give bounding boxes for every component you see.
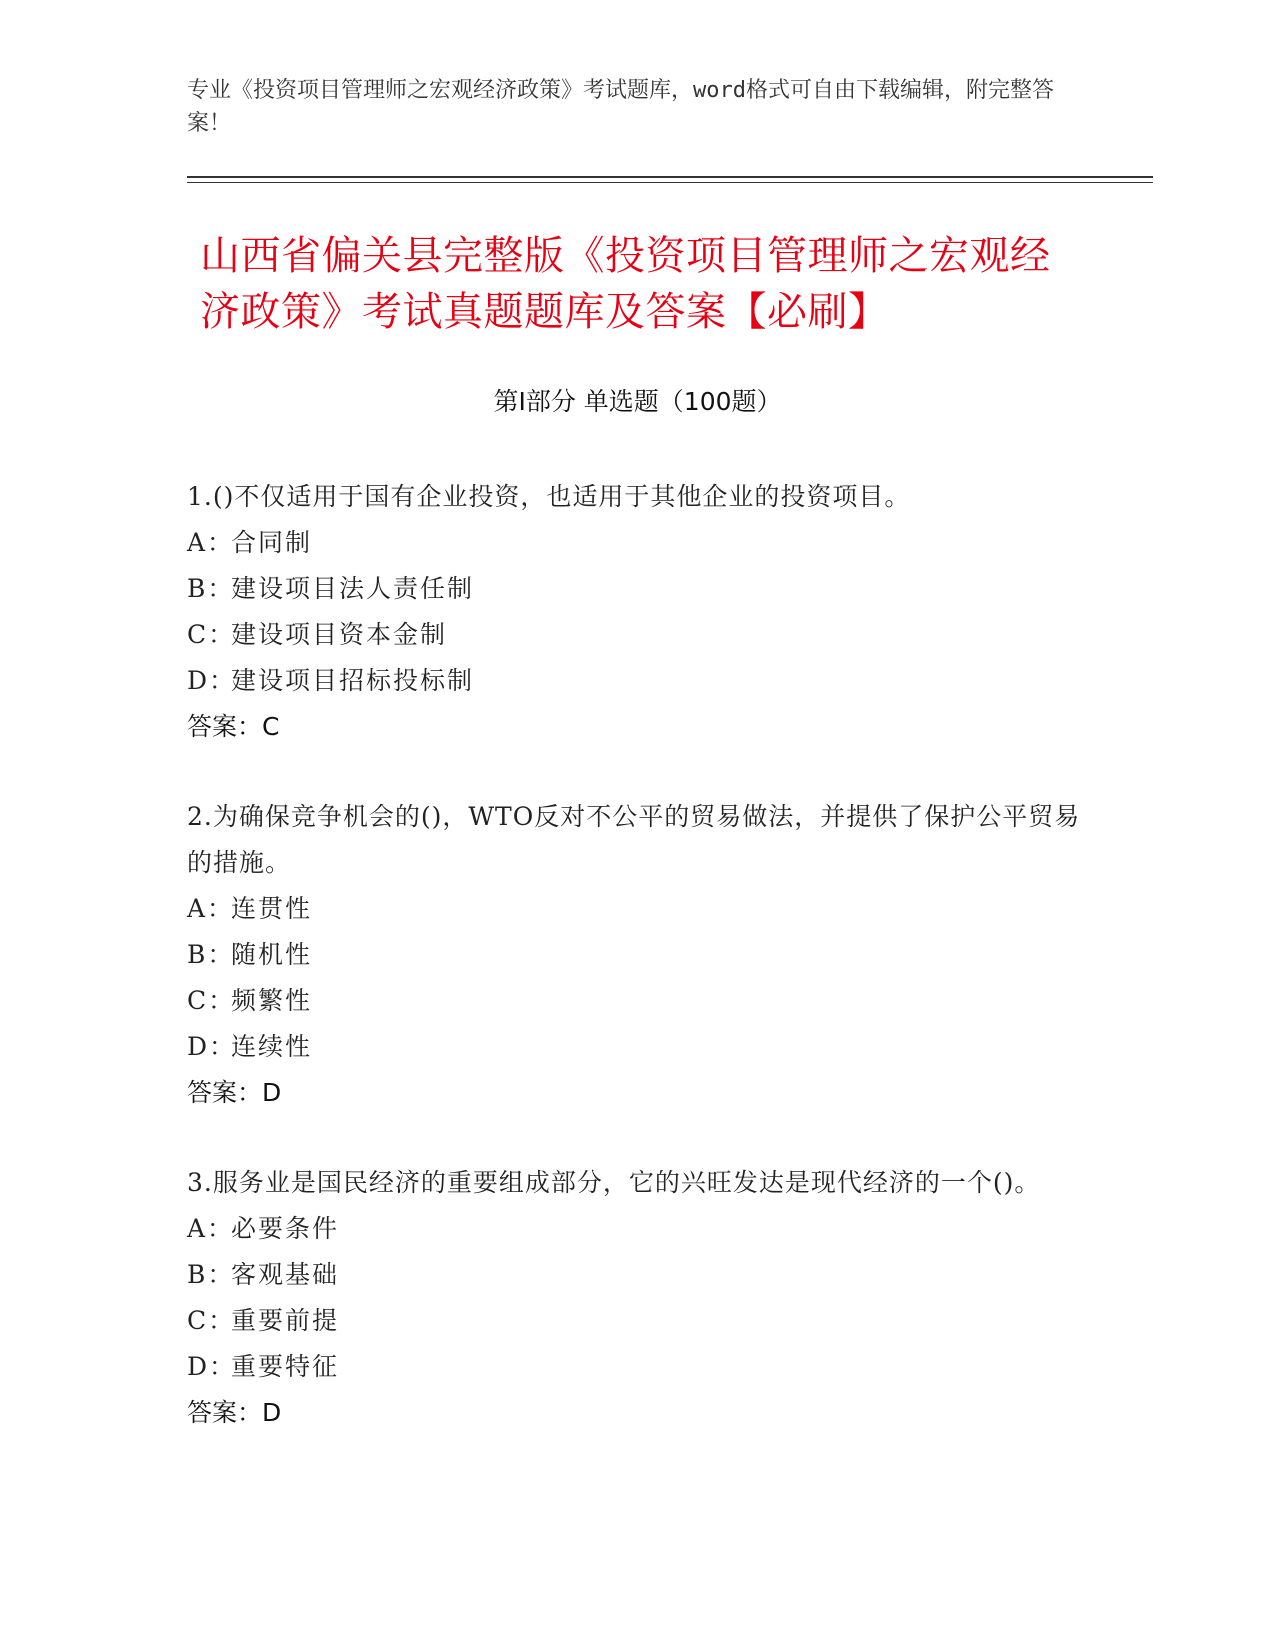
option-d <box>187 1024 1087 1070</box>
option-text: 合同制 <box>231 528 313 557</box>
option-c <box>187 1298 1087 1344</box>
option-text: 必要条件 <box>231 1214 340 1243</box>
question-3 <box>187 1160 1087 1436</box>
document-title: 山西省偏关县完整版《投资项目管理师之宏观经济政策》考试真题题库及答案【必刷】 <box>200 233 1051 335</box>
option-text: 建设项目资本金制 <box>231 620 448 649</box>
option-text: 连贯性 <box>231 894 313 923</box>
option-text: 客观基础 <box>231 1260 340 1289</box>
question-text: 1.()不仅适用于国有企业投资，也适用于其他企业的投资项目。 <box>187 482 911 511</box>
option-key: A： <box>187 528 235 557</box>
question-text: 3.服务业是国民经济的重要组成部分，它的兴旺发达是现代经济的一个()。 <box>187 1168 1041 1197</box>
header-rule-thick <box>187 176 1153 178</box>
option-key: B： <box>187 940 235 969</box>
header-rule-thin <box>187 182 1153 183</box>
answer: 答案：D <box>187 1078 282 1107</box>
question-1 <box>187 474 1087 750</box>
answer: 答案：C <box>187 712 280 741</box>
answer: 答案：D <box>187 1398 282 1427</box>
option-d <box>187 658 1087 704</box>
option-c <box>187 978 1087 1024</box>
option-key: D： <box>187 1032 237 1061</box>
section-heading: 第Ⅰ部分 单选题（100题） <box>493 387 782 416</box>
option-text: 频繁性 <box>231 986 313 1015</box>
option-key: A： <box>187 1214 235 1243</box>
question-text: 2.为确保竞争机会的()，WTO反对不公平的贸易做法，并提供了保护公平贸易的措施。 <box>187 802 1081 877</box>
question-2 <box>187 794 1087 1116</box>
option-text: 随机性 <box>231 940 313 969</box>
option-b <box>187 1252 1087 1298</box>
option-a <box>187 886 1087 932</box>
option-text: 建设项目法人责任制 <box>231 574 475 603</box>
option-key: C： <box>187 1306 236 1335</box>
option-c <box>187 612 1087 658</box>
option-key: A： <box>187 894 235 923</box>
option-key: D： <box>187 666 237 695</box>
option-text: 重要前提 <box>231 1306 340 1335</box>
option-key: C： <box>187 620 236 649</box>
option-a <box>187 1206 1087 1252</box>
option-key: C： <box>187 986 236 1015</box>
option-b <box>187 932 1087 978</box>
option-b <box>187 566 1087 612</box>
option-text: 重要特征 <box>231 1352 340 1381</box>
option-key: D： <box>187 1352 237 1381</box>
option-a <box>187 520 1087 566</box>
option-key: B： <box>187 1260 235 1289</box>
header-note: 专业《投资项目管理师之宏观经济政策》考试题库，word格式可自由下载编辑，附完整答案！ <box>187 78 1054 136</box>
option-key: B： <box>187 574 235 603</box>
option-text: 连续性 <box>231 1032 313 1061</box>
question-list <box>187 474 1087 1480</box>
option-text: 建设项目招标投标制 <box>231 666 475 695</box>
option-d <box>187 1344 1087 1390</box>
